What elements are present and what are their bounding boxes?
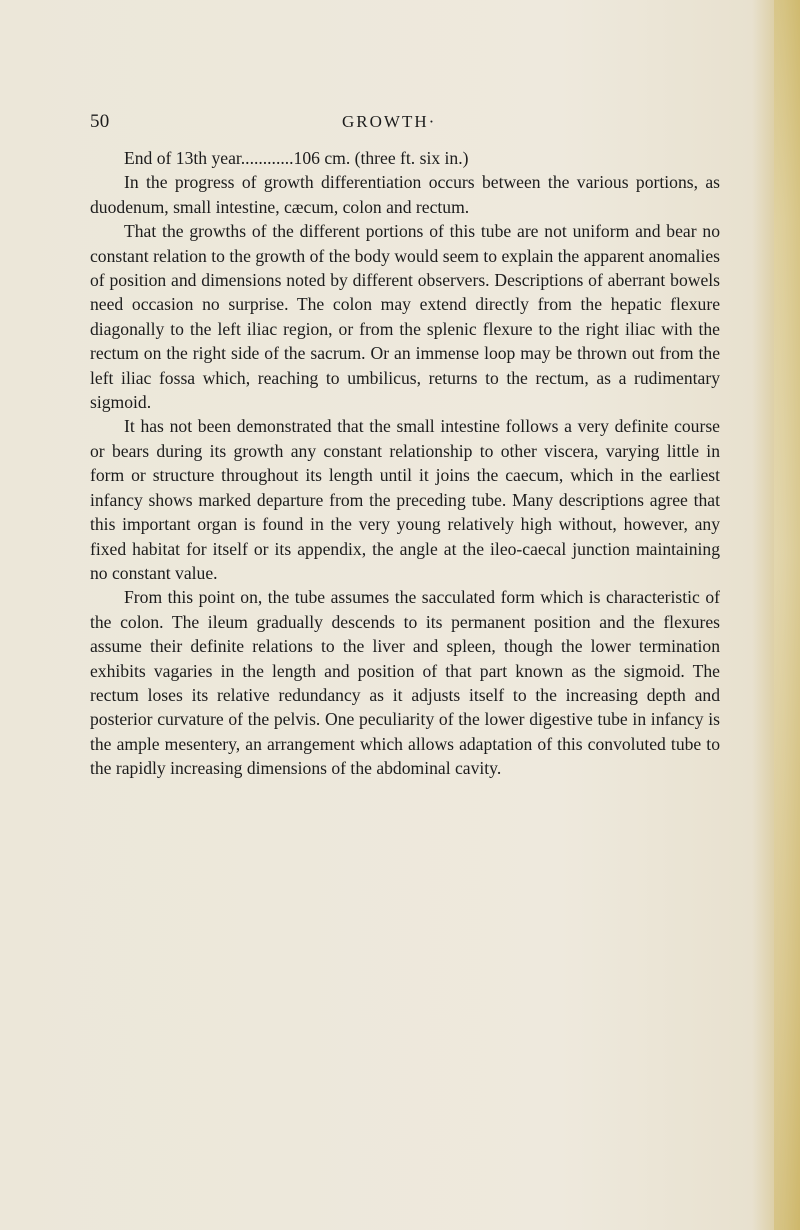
running-head: GROWTH· (342, 112, 437, 131)
body-text (90, 146, 720, 781)
paragraph-colon-form: From this point on, the tube assumes the sacculated form which is characteristic of the colon. The ileum gradually descends to its permanent position and the flexures assume their definite relations to the liver and spleen, though the lower termination exhibits vagaries in the length and position of that part known as the sigmoid. The rectum loses its relative redundancy as it adjusts itself to the increasing depth and posterior curvature of the pelvis. One peculiarity of the lower digestive tube in infancy is the ample mesentery, an arrangement which allows adaptation of this convoluted tube to the rapidly increasing dimensions of the abdominal cavity. (90, 587, 720, 779)
page-number: 50 (90, 111, 110, 132)
page-edge-stain (774, 0, 800, 1230)
page-header (90, 111, 720, 137)
paragraph-small-intestine: It has not been demonstrated that the small intestine follows a very definite course or bears during its growth any constant relationship to other viscera, varying little in form or structure throughout its length until it joins the caecum, which in the earliest infancy shows marked departure from the preceding tube. Many descriptions agree that this important organ is found in the very young relatively high without, however, any fixed habitat for itself or its appendix, the angle at the ileo-caecal junction maintaining no constant value. (90, 416, 720, 583)
measurement-line: End of 13th year............106 cm. (three ft. six in.) (124, 148, 469, 168)
paragraph-aberrant-bowels: That the growths of the different portions of this tube are not uniform and bear no constant relation to the growth of the body would seem to explain the apparent anomalies of position and dimensions noted by different observers. Descriptions of aberrant bowels need occasion no surprise. The colon may extend directly from the hepatic flexure diagonally to the left iliac region, or from the splenic flexure to the right iliac with the rectum on the right side of the sacrum. Or an immense loop may be thrown out from the left iliac fossa which, reaching to umbilicus, returns to the rectum, as a rudimentary sigmoid. (90, 221, 720, 413)
paragraph-differentiation: In the progress of growth differentiation occurs between the various portions, as duodenum, small intestine, cæcum, colon and rectum. (90, 172, 720, 217)
